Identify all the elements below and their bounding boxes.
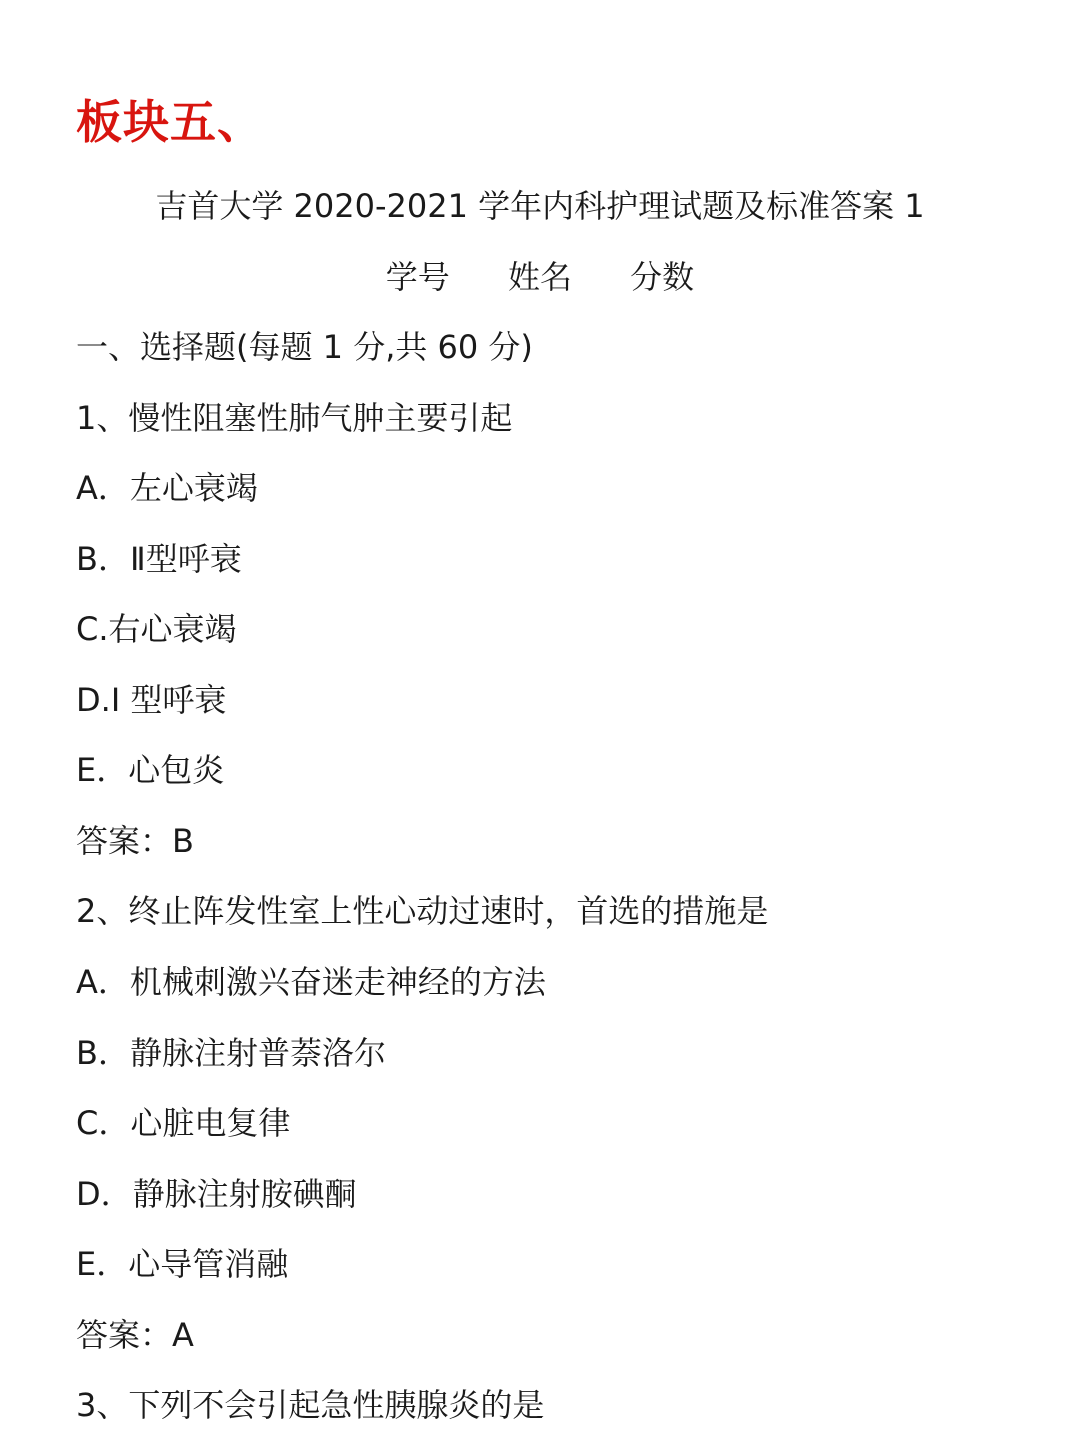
question-option: A．机械刺激兴奋迷走神经的方法 [76,963,546,1001]
question-option: E．心包炎 [76,751,225,789]
question-answer: 答案：A [76,1316,194,1354]
question-option: E．心导管消融 [76,1245,289,1283]
student-info-row [0,253,1080,301]
part-heading: 一、选择题(每题 1 分,共 60 分) [76,328,533,366]
question-option: B．静脉注射普萘洛尔 [76,1034,386,1072]
question-answer: 答案：B [76,822,194,860]
question-option: C.右心衰竭 [76,610,237,648]
question-stem: 2、终止阵发性室上性心动过速时，首选的措施是 [76,892,769,930]
question-option: D.I 型呼衰 [76,681,227,719]
section-title: 板块五、 [76,95,264,149]
exam-title: 吉首大学 2020-2021 学年内科护理试题及标准答案 1 [155,187,925,225]
score-label: 分数 [630,258,695,296]
question-stem: 3、下列不会引起急性胰腺炎的是 [76,1386,545,1424]
question-option: C．心脏电复律 [76,1104,291,1142]
question-option: A．左心衰竭 [76,469,258,507]
question-stem: 1、慢性阻塞性肺气肿主要引起 [76,399,513,437]
student-name-label: 姓名 [507,258,572,296]
student-id-label: 学号 [385,258,450,296]
question-option: D．静脉注射胺碘酮 [76,1175,357,1213]
question-option: B．Ⅱ型呼衰 [76,540,242,578]
